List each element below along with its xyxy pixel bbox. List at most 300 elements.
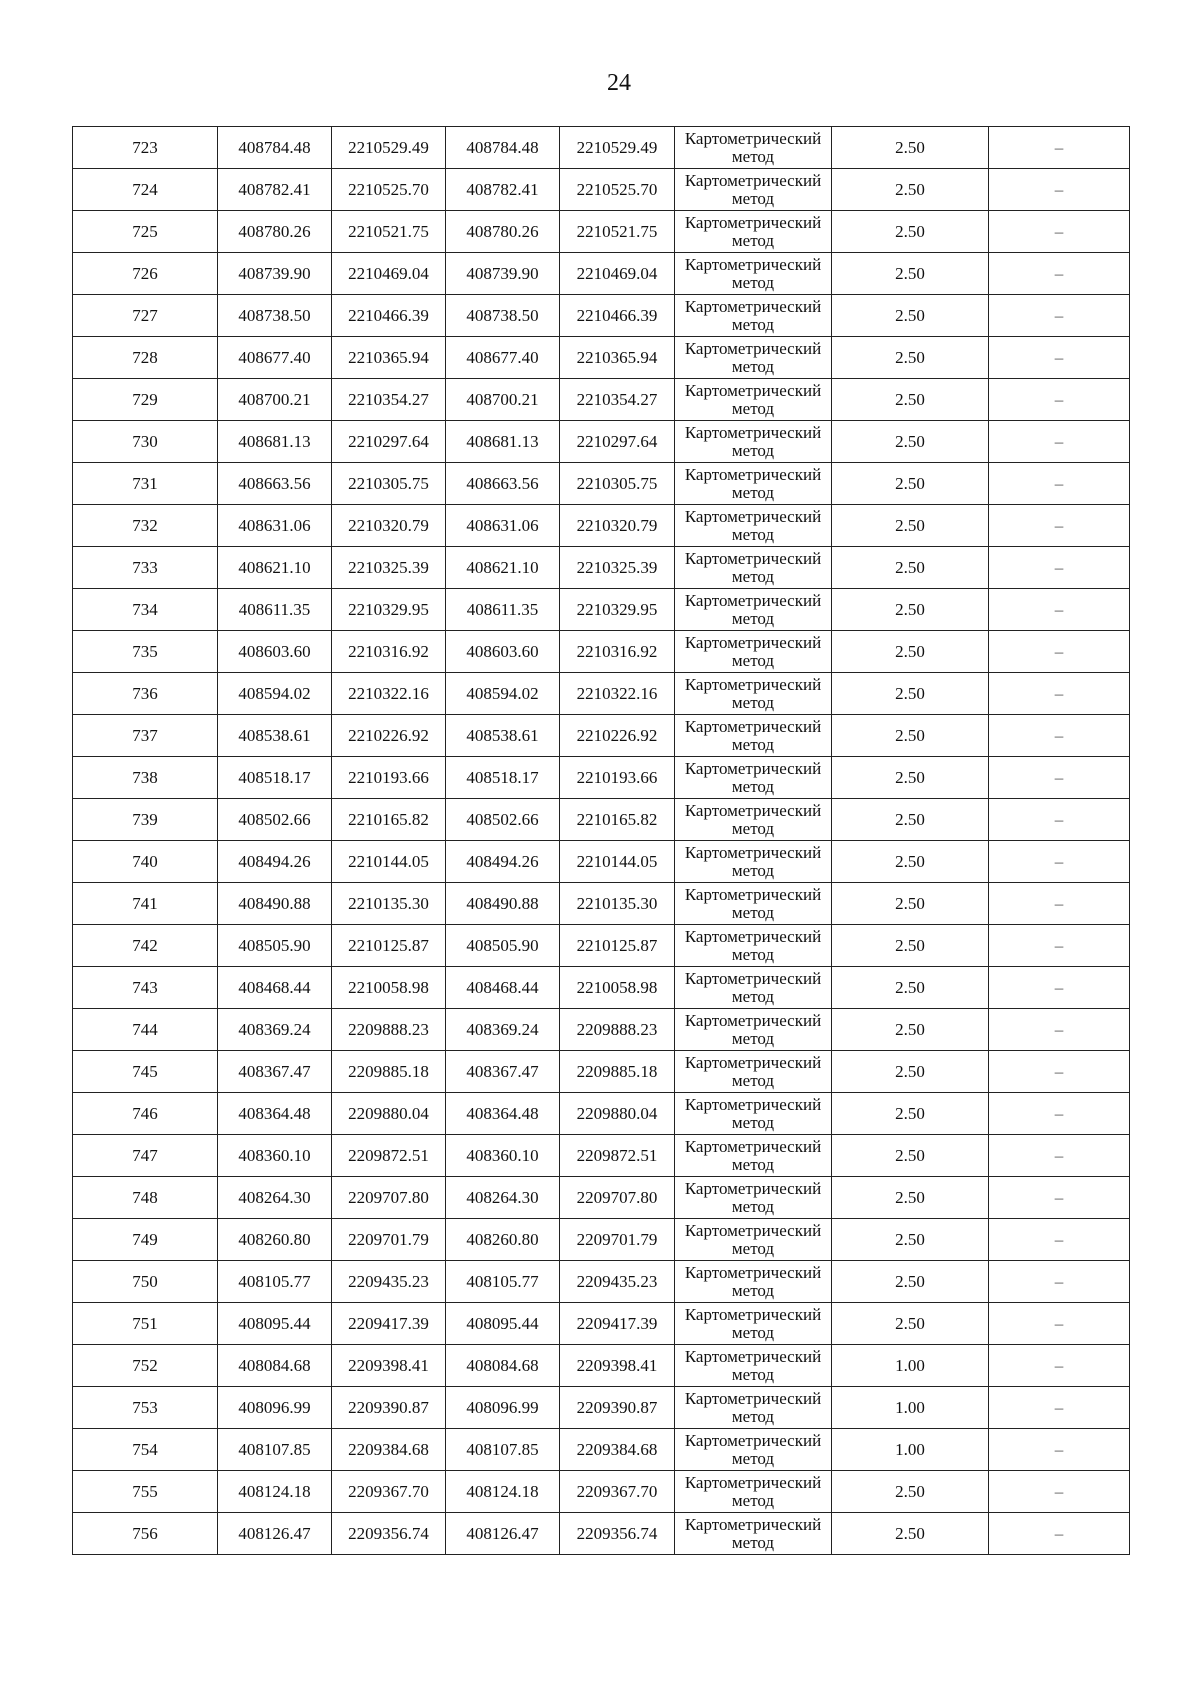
- x-refined-cell: 408594.02: [446, 673, 560, 715]
- x-existing-cell: 408611.35: [218, 589, 332, 631]
- table-row: [73, 127, 1130, 169]
- y-refined-cell: 2210144.05: [560, 841, 675, 883]
- table-row: [73, 673, 1130, 715]
- accuracy-cell: 2.50: [832, 673, 989, 715]
- note-cell: –: [989, 799, 1130, 841]
- page-number: 24: [607, 70, 631, 96]
- point-number-cell: 730: [73, 421, 218, 463]
- method-cell: Картометрический метод: [675, 1387, 832, 1429]
- y-refined-cell: 2209398.41: [560, 1345, 675, 1387]
- method-cell: Картометрический метод: [675, 1135, 832, 1177]
- table-row: [73, 1303, 1130, 1345]
- x-refined-cell: 408700.21: [446, 379, 560, 421]
- note-cell: –: [989, 463, 1130, 505]
- y-existing-cell: 2210354.27: [332, 379, 446, 421]
- table-row: [73, 295, 1130, 337]
- y-refined-cell: 2210316.92: [560, 631, 675, 673]
- x-refined-cell: 408738.50: [446, 295, 560, 337]
- x-existing-cell: 408124.18: [218, 1471, 332, 1513]
- point-number-cell: 748: [73, 1177, 218, 1219]
- note-cell: –: [989, 1387, 1130, 1429]
- y-existing-cell: 2210525.70: [332, 169, 446, 211]
- point-number-cell: 739: [73, 799, 218, 841]
- x-refined-cell: 408538.61: [446, 715, 560, 757]
- y-existing-cell: 2209701.79: [332, 1219, 446, 1261]
- method-cell: Картометрический метод: [675, 1429, 832, 1471]
- accuracy-cell: 1.00: [832, 1387, 989, 1429]
- accuracy-cell: 2.50: [832, 463, 989, 505]
- method-cell: Картометрический метод: [675, 421, 832, 463]
- x-existing-cell: 408631.06: [218, 505, 332, 547]
- point-number-cell: 727: [73, 295, 218, 337]
- method-cell: Картометрический метод: [675, 1471, 832, 1513]
- y-refined-cell: 2210135.30: [560, 883, 675, 925]
- table-row: [73, 1009, 1130, 1051]
- x-refined-cell: 408505.90: [446, 925, 560, 967]
- point-number-cell: 733: [73, 547, 218, 589]
- accuracy-cell: 2.50: [832, 379, 989, 421]
- x-existing-cell: 408739.90: [218, 253, 332, 295]
- y-existing-cell: 2210125.87: [332, 925, 446, 967]
- x-existing-cell: 408364.48: [218, 1093, 332, 1135]
- table-row: [73, 1429, 1130, 1471]
- accuracy-cell: 2.50: [832, 1219, 989, 1261]
- x-refined-cell: 408490.88: [446, 883, 560, 925]
- accuracy-cell: 2.50: [832, 421, 989, 463]
- accuracy-cell: 2.50: [832, 841, 989, 883]
- y-existing-cell: 2209707.80: [332, 1177, 446, 1219]
- accuracy-cell: 2.50: [832, 589, 989, 631]
- point-number-cell: 749: [73, 1219, 218, 1261]
- x-refined-cell: 408663.56: [446, 463, 560, 505]
- table-row: [73, 253, 1130, 295]
- point-number-cell: 744: [73, 1009, 218, 1051]
- y-existing-cell: 2210305.75: [332, 463, 446, 505]
- x-refined-cell: 408095.44: [446, 1303, 560, 1345]
- x-refined-cell: 408105.77: [446, 1261, 560, 1303]
- x-refined-cell: 408260.80: [446, 1219, 560, 1261]
- y-refined-cell: 2210529.49: [560, 127, 675, 169]
- point-number-cell: 723: [73, 127, 218, 169]
- note-cell: –: [989, 589, 1130, 631]
- accuracy-cell: 2.50: [832, 631, 989, 673]
- y-refined-cell: 2210165.82: [560, 799, 675, 841]
- accuracy-cell: 2.50: [832, 757, 989, 799]
- accuracy-cell: 2.50: [832, 127, 989, 169]
- note-cell: –: [989, 1093, 1130, 1135]
- x-refined-cell: 408124.18: [446, 1471, 560, 1513]
- accuracy-cell: 2.50: [832, 1471, 989, 1513]
- x-refined-cell: 408681.13: [446, 421, 560, 463]
- y-existing-cell: 2210165.82: [332, 799, 446, 841]
- x-existing-cell: 408603.60: [218, 631, 332, 673]
- accuracy-cell: 1.00: [832, 1429, 989, 1471]
- y-existing-cell: 2210193.66: [332, 757, 446, 799]
- y-refined-cell: 2209872.51: [560, 1135, 675, 1177]
- point-number-cell: 746: [73, 1093, 218, 1135]
- table-row: [73, 547, 1130, 589]
- note-cell: –: [989, 1135, 1130, 1177]
- table-row: [73, 967, 1130, 1009]
- method-cell: Картометрический метод: [675, 253, 832, 295]
- note-cell: –: [989, 967, 1130, 1009]
- y-refined-cell: 2209390.87: [560, 1387, 675, 1429]
- point-number-cell: 738: [73, 757, 218, 799]
- x-existing-cell: 408369.24: [218, 1009, 332, 1051]
- table-row: [73, 883, 1130, 925]
- accuracy-cell: 2.50: [832, 337, 989, 379]
- note-cell: –: [989, 1219, 1130, 1261]
- x-existing-cell: 408468.44: [218, 967, 332, 1009]
- accuracy-cell: 1.00: [832, 1345, 989, 1387]
- y-refined-cell: 2209417.39: [560, 1303, 675, 1345]
- note-cell: –: [989, 253, 1130, 295]
- point-number-cell: 751: [73, 1303, 218, 1345]
- accuracy-cell: 2.50: [832, 715, 989, 757]
- table-row: [73, 1345, 1130, 1387]
- table-row: [73, 505, 1130, 547]
- y-existing-cell: 2209384.68: [332, 1429, 446, 1471]
- x-existing-cell: 408538.61: [218, 715, 332, 757]
- point-number-cell: 732: [73, 505, 218, 547]
- x-refined-cell: 408468.44: [446, 967, 560, 1009]
- y-refined-cell: 2210058.98: [560, 967, 675, 1009]
- point-number-cell: 752: [73, 1345, 218, 1387]
- method-cell: Картометрический метод: [675, 211, 832, 253]
- table-row: [73, 1093, 1130, 1135]
- note-cell: –: [989, 1471, 1130, 1513]
- table-row: [73, 799, 1130, 841]
- method-cell: Картометрический метод: [675, 1513, 832, 1555]
- y-existing-cell: 2209435.23: [332, 1261, 446, 1303]
- y-existing-cell: 2209885.18: [332, 1051, 446, 1093]
- note-cell: –: [989, 1177, 1130, 1219]
- x-existing-cell: 408095.44: [218, 1303, 332, 1345]
- x-refined-cell: 408364.48: [446, 1093, 560, 1135]
- point-number-cell: 742: [73, 925, 218, 967]
- x-refined-cell: 408780.26: [446, 211, 560, 253]
- method-cell: Картометрический метод: [675, 1093, 832, 1135]
- note-cell: –: [989, 421, 1130, 463]
- x-existing-cell: 408107.85: [218, 1429, 332, 1471]
- y-existing-cell: 2209367.70: [332, 1471, 446, 1513]
- y-refined-cell: 2210125.87: [560, 925, 675, 967]
- y-refined-cell: 2210320.79: [560, 505, 675, 547]
- table-row: [73, 1387, 1130, 1429]
- x-existing-cell: 408621.10: [218, 547, 332, 589]
- x-refined-cell: 408621.10: [446, 547, 560, 589]
- x-existing-cell: 408084.68: [218, 1345, 332, 1387]
- y-existing-cell: 2210469.04: [332, 253, 446, 295]
- point-number-cell: 728: [73, 337, 218, 379]
- y-existing-cell: 2210144.05: [332, 841, 446, 883]
- table-row: [73, 1177, 1130, 1219]
- table-row: [73, 379, 1130, 421]
- x-existing-cell: 408700.21: [218, 379, 332, 421]
- y-refined-cell: 2210469.04: [560, 253, 675, 295]
- method-cell: Картометрический метод: [675, 925, 832, 967]
- y-refined-cell: 2209367.70: [560, 1471, 675, 1513]
- x-existing-cell: 408105.77: [218, 1261, 332, 1303]
- point-number-cell: 735: [73, 631, 218, 673]
- method-cell: Картометрический метод: [675, 463, 832, 505]
- method-cell: Картометрический метод: [675, 1303, 832, 1345]
- x-existing-cell: 408502.66: [218, 799, 332, 841]
- table-row: [73, 841, 1130, 883]
- method-cell: Картометрический метод: [675, 757, 832, 799]
- point-number-cell: 745: [73, 1051, 218, 1093]
- y-existing-cell: 2209888.23: [332, 1009, 446, 1051]
- x-refined-cell: 408264.30: [446, 1177, 560, 1219]
- table-row: [73, 631, 1130, 673]
- y-existing-cell: 2209390.87: [332, 1387, 446, 1429]
- note-cell: –: [989, 295, 1130, 337]
- x-refined-cell: 408677.40: [446, 337, 560, 379]
- method-cell: Картометрический метод: [675, 799, 832, 841]
- y-existing-cell: 2210329.95: [332, 589, 446, 631]
- note-cell: –: [989, 1009, 1130, 1051]
- accuracy-cell: 2.50: [832, 1051, 989, 1093]
- y-refined-cell: 2209356.74: [560, 1513, 675, 1555]
- note-cell: –: [989, 631, 1130, 673]
- y-existing-cell: 2210529.49: [332, 127, 446, 169]
- note-cell: –: [989, 127, 1130, 169]
- table-row: [73, 463, 1130, 505]
- y-refined-cell: 2210329.95: [560, 589, 675, 631]
- x-existing-cell: 408494.26: [218, 841, 332, 883]
- method-cell: Картометрический метод: [675, 673, 832, 715]
- table-row: [73, 1135, 1130, 1177]
- y-refined-cell: 2210322.16: [560, 673, 675, 715]
- x-existing-cell: 408126.47: [218, 1513, 332, 1555]
- note-cell: –: [989, 169, 1130, 211]
- method-cell: Картометрический метод: [675, 967, 832, 1009]
- x-existing-cell: 408782.41: [218, 169, 332, 211]
- y-refined-cell: 2210193.66: [560, 757, 675, 799]
- note-cell: –: [989, 1429, 1130, 1471]
- note-cell: –: [989, 883, 1130, 925]
- y-existing-cell: 2210135.30: [332, 883, 446, 925]
- x-existing-cell: 408677.40: [218, 337, 332, 379]
- accuracy-cell: 2.50: [832, 1009, 989, 1051]
- method-cell: Картометрический метод: [675, 337, 832, 379]
- x-existing-cell: 408738.50: [218, 295, 332, 337]
- table-row: [73, 1513, 1130, 1555]
- point-number-cell: 755: [73, 1471, 218, 1513]
- table-row: [73, 1219, 1130, 1261]
- y-existing-cell: 2209417.39: [332, 1303, 446, 1345]
- note-cell: –: [989, 505, 1130, 547]
- x-existing-cell: 408260.80: [218, 1219, 332, 1261]
- note-cell: –: [989, 1513, 1130, 1555]
- table-row: [73, 1051, 1130, 1093]
- method-cell: Картометрический метод: [675, 883, 832, 925]
- method-cell: Картометрический метод: [675, 841, 832, 883]
- method-cell: Картометрический метод: [675, 1177, 832, 1219]
- y-existing-cell: 2210325.39: [332, 547, 446, 589]
- method-cell: Картометрический метод: [675, 1261, 832, 1303]
- y-refined-cell: 2209707.80: [560, 1177, 675, 1219]
- accuracy-cell: 2.50: [832, 967, 989, 1009]
- note-cell: –: [989, 337, 1130, 379]
- x-refined-cell: 408084.68: [446, 1345, 560, 1387]
- note-cell: –: [989, 379, 1130, 421]
- method-cell: Картометрический метод: [675, 589, 832, 631]
- accuracy-cell: 2.50: [832, 925, 989, 967]
- point-number-cell: 756: [73, 1513, 218, 1555]
- y-existing-cell: 2210058.98: [332, 967, 446, 1009]
- table-row: [73, 589, 1130, 631]
- note-cell: –: [989, 1261, 1130, 1303]
- y-refined-cell: 2210226.92: [560, 715, 675, 757]
- accuracy-cell: 2.50: [832, 883, 989, 925]
- table-row: [73, 925, 1130, 967]
- y-refined-cell: 2210354.27: [560, 379, 675, 421]
- x-refined-cell: 408739.90: [446, 253, 560, 295]
- point-number-cell: 750: [73, 1261, 218, 1303]
- y-existing-cell: 2209872.51: [332, 1135, 446, 1177]
- table-row: [73, 1261, 1130, 1303]
- y-existing-cell: 2210365.94: [332, 337, 446, 379]
- method-cell: Картометрический метод: [675, 127, 832, 169]
- note-cell: –: [989, 211, 1130, 253]
- method-cell: Картометрический метод: [675, 1345, 832, 1387]
- x-refined-cell: 408360.10: [446, 1135, 560, 1177]
- note-cell: –: [989, 757, 1130, 799]
- y-refined-cell: 2209701.79: [560, 1219, 675, 1261]
- method-cell: Картометрический метод: [675, 295, 832, 337]
- point-number-cell: 726: [73, 253, 218, 295]
- y-refined-cell: 2209885.18: [560, 1051, 675, 1093]
- accuracy-cell: 2.50: [832, 1261, 989, 1303]
- accuracy-cell: 2.50: [832, 211, 989, 253]
- point-number-cell: 747: [73, 1135, 218, 1177]
- method-cell: Картометрический метод: [675, 1219, 832, 1261]
- y-refined-cell: 2210325.39: [560, 547, 675, 589]
- table-row: [73, 169, 1130, 211]
- x-existing-cell: 408264.30: [218, 1177, 332, 1219]
- note-cell: –: [989, 841, 1130, 883]
- x-refined-cell: 408494.26: [446, 841, 560, 883]
- x-existing-cell: 408663.56: [218, 463, 332, 505]
- point-number-cell: 743: [73, 967, 218, 1009]
- x-refined-cell: 408502.66: [446, 799, 560, 841]
- x-refined-cell: 408367.47: [446, 1051, 560, 1093]
- table-row: [73, 1471, 1130, 1513]
- accuracy-cell: 2.50: [832, 505, 989, 547]
- method-cell: Картометрический метод: [675, 1051, 832, 1093]
- method-cell: Картометрический метод: [675, 547, 832, 589]
- point-number-cell: 740: [73, 841, 218, 883]
- x-existing-cell: 408681.13: [218, 421, 332, 463]
- x-refined-cell: 408631.06: [446, 505, 560, 547]
- x-existing-cell: 408784.48: [218, 127, 332, 169]
- accuracy-cell: 2.50: [832, 799, 989, 841]
- y-existing-cell: 2210297.64: [332, 421, 446, 463]
- x-refined-cell: 408603.60: [446, 631, 560, 673]
- y-existing-cell: 2210322.16: [332, 673, 446, 715]
- y-refined-cell: 2210297.64: [560, 421, 675, 463]
- accuracy-cell: 2.50: [832, 1513, 989, 1555]
- y-existing-cell: 2209356.74: [332, 1513, 446, 1555]
- accuracy-cell: 2.50: [832, 1177, 989, 1219]
- note-cell: –: [989, 1345, 1130, 1387]
- x-existing-cell: 408518.17: [218, 757, 332, 799]
- y-existing-cell: 2210316.92: [332, 631, 446, 673]
- table-row: [73, 337, 1130, 379]
- y-refined-cell: 2209880.04: [560, 1093, 675, 1135]
- point-number-cell: 754: [73, 1429, 218, 1471]
- x-existing-cell: 408096.99: [218, 1387, 332, 1429]
- note-cell: –: [989, 715, 1130, 757]
- x-refined-cell: 408518.17: [446, 757, 560, 799]
- x-refined-cell: 408126.47: [446, 1513, 560, 1555]
- accuracy-cell: 2.50: [832, 169, 989, 211]
- accuracy-cell: 2.50: [832, 547, 989, 589]
- x-existing-cell: 408594.02: [218, 673, 332, 715]
- x-refined-cell: 408784.48: [446, 127, 560, 169]
- y-existing-cell: 2210466.39: [332, 295, 446, 337]
- accuracy-cell: 2.50: [832, 295, 989, 337]
- point-number-cell: 724: [73, 169, 218, 211]
- x-existing-cell: 408505.90: [218, 925, 332, 967]
- point-number-cell: 734: [73, 589, 218, 631]
- point-number-cell: 741: [73, 883, 218, 925]
- y-refined-cell: 2210466.39: [560, 295, 675, 337]
- y-refined-cell: 2210521.75: [560, 211, 675, 253]
- point-number-cell: 729: [73, 379, 218, 421]
- y-refined-cell: 2210365.94: [560, 337, 675, 379]
- x-existing-cell: 408490.88: [218, 883, 332, 925]
- method-cell: Картометрический метод: [675, 169, 832, 211]
- table-row: [73, 211, 1130, 253]
- x-existing-cell: 408360.10: [218, 1135, 332, 1177]
- accuracy-cell: 2.50: [832, 1093, 989, 1135]
- table-body: [73, 127, 1130, 1555]
- x-refined-cell: 408611.35: [446, 589, 560, 631]
- method-cell: Картометрический метод: [675, 631, 832, 673]
- coordinates-table: [72, 126, 1130, 1555]
- y-existing-cell: 2209880.04: [332, 1093, 446, 1135]
- point-number-cell: 731: [73, 463, 218, 505]
- accuracy-cell: 2.50: [832, 1135, 989, 1177]
- point-number-cell: 737: [73, 715, 218, 757]
- point-number-cell: 753: [73, 1387, 218, 1429]
- x-refined-cell: 408782.41: [446, 169, 560, 211]
- method-cell: Картометрический метод: [675, 1009, 832, 1051]
- method-cell: Картометрический метод: [675, 505, 832, 547]
- note-cell: –: [989, 1051, 1130, 1093]
- note-cell: –: [989, 673, 1130, 715]
- y-refined-cell: 2209435.23: [560, 1261, 675, 1303]
- point-number-cell: 725: [73, 211, 218, 253]
- note-cell: –: [989, 1303, 1130, 1345]
- y-existing-cell: 2209398.41: [332, 1345, 446, 1387]
- note-cell: –: [989, 925, 1130, 967]
- method-cell: Картометрический метод: [675, 379, 832, 421]
- y-existing-cell: 2210320.79: [332, 505, 446, 547]
- y-refined-cell: 2209888.23: [560, 1009, 675, 1051]
- table-row: [73, 715, 1130, 757]
- accuracy-cell: 2.50: [832, 253, 989, 295]
- y-refined-cell: 2210305.75: [560, 463, 675, 505]
- note-cell: –: [989, 547, 1130, 589]
- y-refined-cell: 2209384.68: [560, 1429, 675, 1471]
- y-existing-cell: 2210226.92: [332, 715, 446, 757]
- x-existing-cell: 408367.47: [218, 1051, 332, 1093]
- y-refined-cell: 2210525.70: [560, 169, 675, 211]
- accuracy-cell: 2.50: [832, 1303, 989, 1345]
